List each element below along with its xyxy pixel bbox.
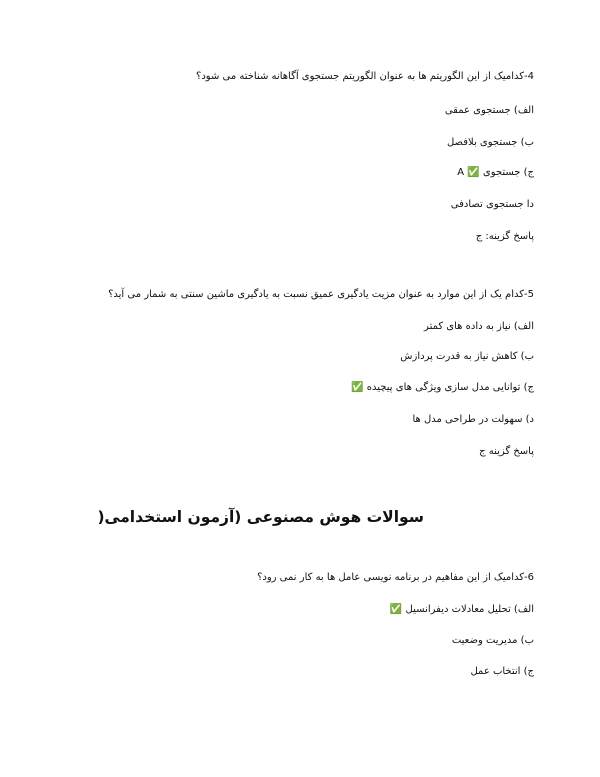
question-5-text: 5-کدام یک از این موارد به عنوان مزیت یادگیری عمیق نسبت به یادگیری ماشین سنتی به شمار می آید؟: [108, 289, 534, 300]
question-4-option-b: ب) جستجوی بلافصل: [446, 137, 534, 148]
question-4-answer: پاسخ گزینه: ج: [475, 231, 534, 242]
question-4-option-a: الف) جستجوی عمقی: [444, 105, 534, 116]
question-5-answer: پاسخ گزینه ج: [479, 446, 534, 457]
question-5-option-b: ب) کاهش نیاز به قدرت پردازش: [400, 351, 534, 362]
question-4-text: 4-کدامیک از این الگوریتم ها به عنوان الگوریتم جستجوی آگاهانه شناخته می شود؟: [196, 71, 534, 82]
question-4-option-c: ج) جستجوی ✅ A: [457, 167, 534, 178]
section-heading: سوالات هوش مصنوعی (آزمون استخدامی(: [97, 508, 424, 526]
question-6-text: 6-کدامیک از این مفاهیم در برنامه نویسی عامل ها به کار نمی رود؟: [257, 572, 534, 583]
question-6-option-a: الف) تحلیل معادلات دیفرانسیل ✅: [389, 604, 534, 615]
question-5-option-d: د) سهولت در طراحی مدل ها: [412, 414, 534, 425]
question-6-option-b: ب) مدیریت وضعیت: [451, 635, 534, 646]
question-4-option-d: دا جستجوی تصادفی: [450, 199, 534, 210]
question-5-option-c: ج) توانایی مدل سازی ویژگی های پیچیده ✅: [351, 382, 534, 393]
question-6-option-c: ج) انتخاب عمل: [470, 666, 534, 677]
question-5-option-a: الف) نیاز به داده های کمتر: [424, 321, 534, 332]
